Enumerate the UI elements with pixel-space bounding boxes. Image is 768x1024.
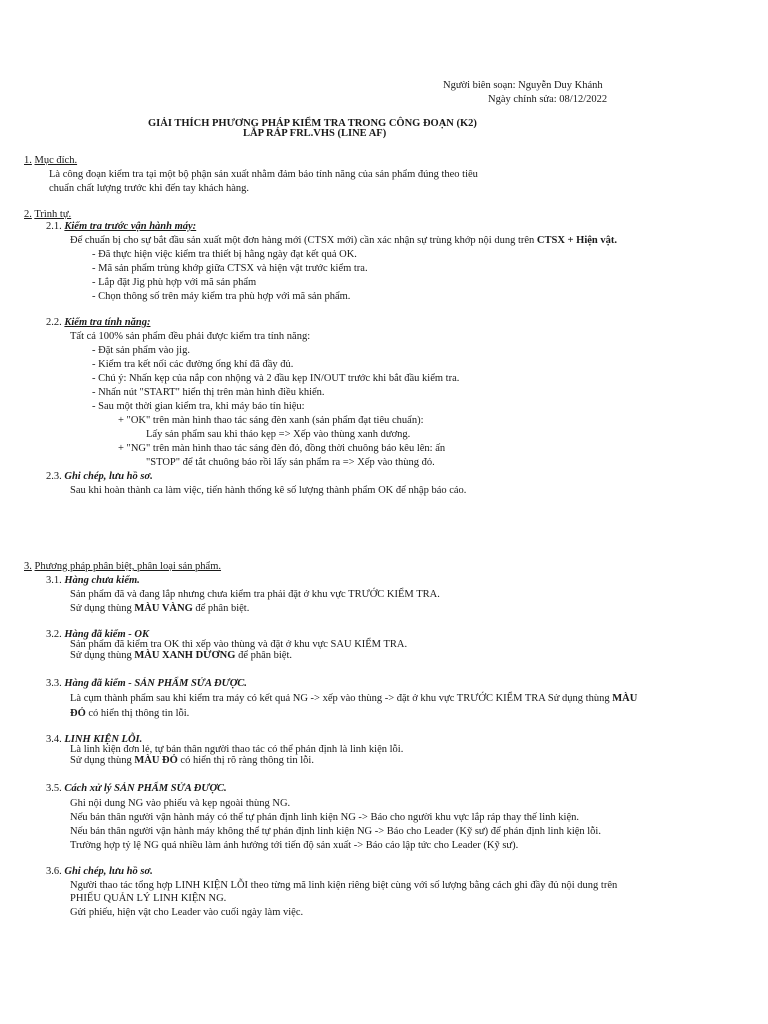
subsection-3-2-title: Hàng đã kiểm - OK [64,629,149,640]
text: Là cụm thành phẩm sau khi kiểm tra máy có kết quả NG -> xếp vào thùng -> đặt ở khu vực TRƯỚC KIỂM TRA Sử dụng thùng [70,693,610,704]
subsection-3-5-line: Ghi nội dung NG vào phiếu và kẹp ngoài thùng NG. [70,798,291,809]
subsection-3-1-num: 3.1. [46,575,62,586]
intro-bold: CTSX + Hiện vật. [536,235,617,246]
revised-date-line: Ngày chỉnh sửa: 08/12/2022 [488,94,608,105]
subsection-3-6-title: Ghi chép, lưu hồ sơ. [64,866,153,877]
section2-title: Trình tự. [34,209,72,220]
list-item: - Kiểm tra kết nối các đường ống khí đã đầy đủ. [92,359,294,370]
subsection-2-2-title: Kiểm tra tính năng: [64,317,151,328]
subsection-2-1-num: 2.1. [46,221,62,232]
subsection-3-1-heading [46,574,140,587]
subsection-3-3-body-line1 [70,692,637,705]
color-label-blue: MÀU XANH DƯƠNG [134,650,236,661]
text: có hiển thị rõ ràng thông tin lỗi. [180,755,314,766]
text: Sử dụng thùng [70,755,132,766]
color-label-red-part2: ĐỎ [70,708,86,719]
text: Sử dụng thùng [70,603,132,614]
subsection-2-1-heading [46,220,196,233]
subsection-3-4-num: 3.4. [46,734,62,745]
list-item: - Chú ý: Nhấn kẹp của nắp con nhộng và 2 đầu kẹp IN/OUT trước khi bắt đầu kiểm tra. [92,373,460,384]
subsection-2-2-intro: Tất cả 100% sản phẩm đều phải được kiểm tra tính năng: [70,331,311,342]
section2-num: 2. [24,209,32,220]
subsection-3-6-heading [46,865,153,878]
ng-signal-line1: + "NG" trên màn hình thao tác sáng đèn đỏ, đồng thời chuông báo kêu lên: ấn [118,443,446,454]
subsection-3-4-body-line1: Là linh kiện đơn lẻ, tự bản thân người thao tác có thể phán định là linh kiện lỗi. [70,744,404,755]
section3-num: 3. [24,561,32,572]
subsection-3-1-body-line2 [70,602,249,615]
subsection-3-4-body-line2 [70,754,314,767]
subsection-3-5-title: Cách xử lý SẢN PHẨM SỬA ĐƯỢC. [64,783,227,794]
section1-heading [24,154,77,167]
page-title: GIẢI THÍCH PHƯƠNG PHÁP KIỂM TRA TRONG CÔNG ĐOẠN (K2) [148,118,477,129]
subsection-2-3-title: Ghi chép, lưu hồ sơ. [64,471,153,482]
section1-num: 1. [24,155,32,166]
subsection-3-5-line: Nếu bản thân người vận hành máy có thể tự phán định linh kiện NG -> Báo cho người khu vực lắp ráp thay thế linh kiện. [70,812,579,823]
subsection-3-5-heading [46,782,227,795]
text: Sử dụng thùng [70,650,132,661]
section1-body-line1: Là công đoạn kiểm tra tại một bộ phận sản xuất nhằm đảm bảo tính năng của sản phẩm đúng theo tiêu [49,169,478,180]
page-subtitle: LẮP RÁP FRL.VHS (LINE AF) [243,128,387,139]
author-line: Người biên soạn: Nguyễn Duy Khánh [443,80,603,91]
subsection-3-2-num: 3.2. [46,629,62,640]
subsection-3-2-body-line2 [70,649,292,662]
text: để phân biệt. [195,603,250,614]
list-item: - Sau một thời gian kiểm tra, khi máy báo tín hiệu: [92,401,305,412]
subsection-2-1-intro [70,234,617,247]
section3-heading [24,560,221,573]
section1-body-line2: chuẩn chất lượng trước khi đến tay khách hàng. [49,183,250,194]
subsection-3-5-line: Trường hợp tỷ lệ NG quá nhiều làm ảnh hưởng tới tiến độ sản xuất -> Báo cáo lập tức cho Leader (Kỹ sư). [70,840,519,851]
color-label-yellow: MÀU VÀNG [134,603,193,614]
subsection-3-6-num: 3.6. [46,866,62,877]
subsection-3-6-line: PHIẾU QUẢN LÝ LINH KIỆN NG. [70,893,227,904]
intro-text: Để chuẩn bị cho sự bắt đầu sản xuất một đơn hàng mới (CTSX mới) cần xác nhận sự trùng khớp nội dung trên [70,235,535,246]
subsection-2-3-num: 2.3. [46,471,62,482]
color-label-red-part1: MÀU [612,693,638,704]
list-item: - Nhấn nút "START" hiển thị trên màn hình điều khiển. [92,387,325,398]
section1-title: Mục đích. [34,155,78,166]
subsection-3-3-heading [46,677,247,690]
subsection-3-1-title: Hàng chưa kiểm. [64,575,140,586]
subsection-2-2-heading [46,316,150,329]
ng-signal-line2: "STOP" để tắt chuông báo rồi lấy sản phẩm ra => Xếp vào thùng đỏ. [146,457,435,468]
subsection-3-3-num: 3.3. [46,678,62,689]
section3-title: Phương pháp phân biệt, phân loại sản phẩm. [34,561,222,572]
subsection-3-2-body-line1: Sản phẩm đã kiểm tra OK thì xếp vào thùng và đặt ở khu vực SAU KIỂM TRA. [70,639,408,650]
subsection-2-1-title: Kiểm tra trước vận hành máy: [64,221,197,232]
subsection-3-6-line: Gửi phiếu, hiện vật cho Leader vào cuối ngày làm việc. [70,907,304,918]
subsection-2-2-num: 2.2. [46,317,62,328]
subsection-3-6-line: Người thao tác tổng hợp LINH KIỆN LỖI theo từng mã linh kiện riêng biệt cùng với số lượng bằng cách ghi đầy đủ nội dung trên [70,880,618,891]
list-item: - Chọn thông số trên máy kiểm tra phù hợp với mã sản phẩm. [92,291,351,302]
subsection-2-3-heading [46,470,153,483]
subsection-3-5-num: 3.5. [46,783,62,794]
ok-signal-line2: Lấy sản phẩm sau khi tháo kẹp => Xếp vào thùng xanh dương. [146,429,411,440]
subsection-3-5-line: Nếu bản thân người vận hành máy không thể tự phán định linh kiện NG -> Báo cho Leader (Kỹ sư) để phán định linh kiện lỗi. [70,826,601,837]
list-item: - Lắp đặt Jig phù hợp với mã sản phẩm [92,277,257,288]
subsection-3-3-body-line2 [70,707,189,720]
ok-signal-line1: + "OK" trên màn hình thao tác sáng đèn xanh (sản phẩm đạt tiêu chuẩn): [118,415,424,426]
text: để phân biệt. [238,650,293,661]
list-item: - Mã sản phẩm trùng khớp giữa CTSX và hiện vật trước kiểm tra. [92,263,368,274]
color-label-red: MÀU ĐỎ [134,755,178,766]
subsection-3-4-title: LINH KIỆN LỖI. [64,734,143,745]
subsection-3-1-body-line1: Sản phẩm đã và đang lắp nhưng chưa kiểm tra phải đặt ở khu vực TRƯỚC KIỂM TRA. [70,589,440,600]
text: có hiển thị thông tin lỗi. [88,708,190,719]
list-item: - Đã thực hiện việc kiểm tra thiết bị hằng ngày đạt kết quả OK. [92,249,357,260]
subsection-2-3-body: Sau khi hoàn thành ca làm việc, tiến hành thống kê số lượng thành phẩm OK để nhập báo cáo. [70,485,467,496]
list-item: - Đặt sản phẩm vào jig. [92,345,190,356]
subsection-3-3-title: Hàng đã kiểm - SẢN PHẨM SỬA ĐƯỢC. [64,678,247,689]
